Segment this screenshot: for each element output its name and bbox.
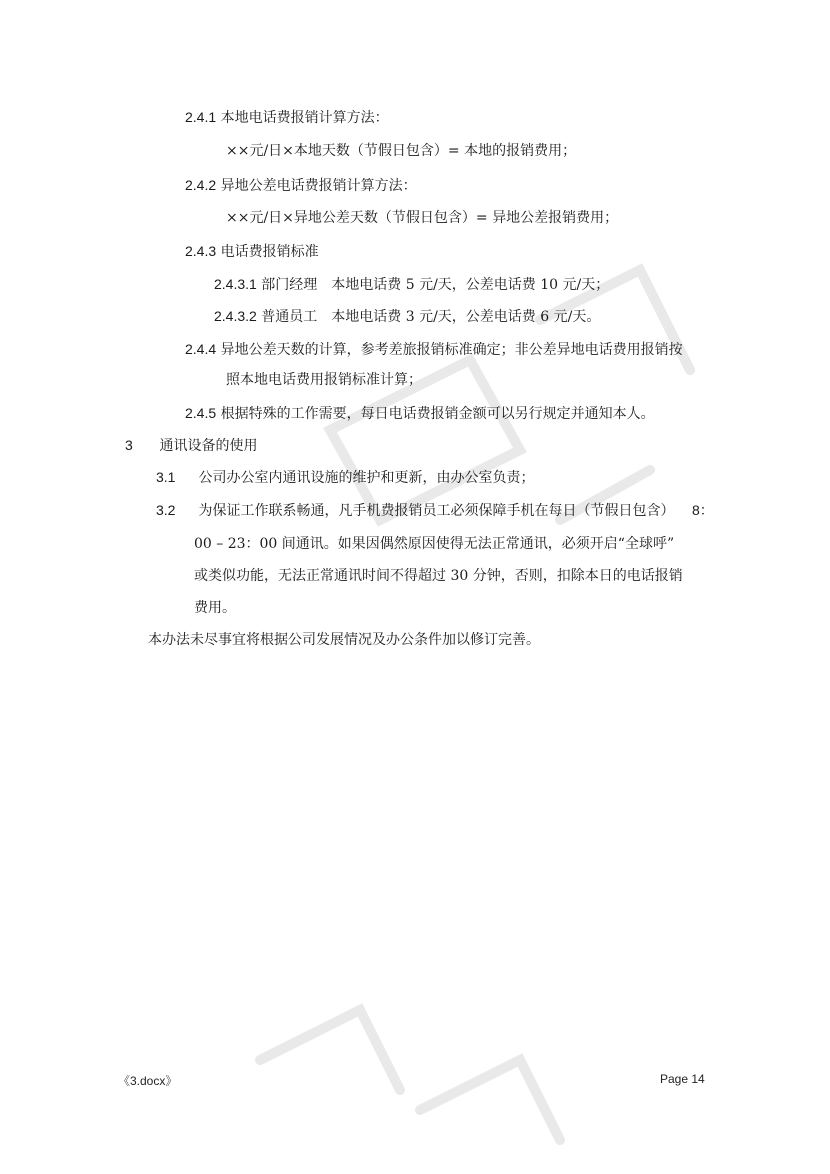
section-2-4-2 bbox=[185, 175, 417, 196]
formula-remote: ××元/日×异地公差天数（节假日包含）= 异地公差报销费用； bbox=[226, 210, 619, 226]
section-3-2 bbox=[156, 500, 674, 521]
section-number: 2.4.1 bbox=[185, 109, 217, 125]
section-number: 2.4.3.2 bbox=[214, 308, 257, 324]
section-2-4-5 bbox=[185, 403, 655, 424]
section-number: 2.4.5 bbox=[185, 405, 217, 421]
footer-page-number: Page 14 bbox=[660, 1072, 705, 1086]
watermark-stroke bbox=[420, 1060, 560, 1140]
section-3-heading bbox=[125, 435, 257, 456]
section-number: 3.1 bbox=[156, 469, 176, 485]
section-3-2-line-3: 或类似功能，无法正常通讯时间不得超过 30 分钟，否则，扣除本日的电话报销 bbox=[194, 568, 683, 584]
section-title: 异地公差电话费报销计算方法： bbox=[220, 178, 417, 194]
section-2-4-3-1 bbox=[214, 274, 609, 295]
section-title: 本地电话费报销计算方法： bbox=[220, 110, 389, 126]
section-number: 3 bbox=[125, 437, 133, 453]
watermark-stroke bbox=[260, 1010, 400, 1090]
section-2-4-4 bbox=[185, 339, 683, 360]
section-3-2-line-4: 费用。 bbox=[194, 600, 236, 616]
formula-local: ××元/日×本地天数（节假日包含）= 本地的报销费用； bbox=[226, 143, 577, 159]
section-title: 通讯设备的使用 bbox=[159, 438, 258, 454]
section-title: 电话费报销标准 bbox=[220, 244, 319, 260]
section-2-4-3 bbox=[185, 241, 319, 262]
section-text: 公司办公室内通讯设施的维护和更新，由办公室负责； bbox=[198, 470, 535, 486]
section-text: 异地公差天数的计算，参考差旅报销标准确定；非公差异地电话费用报销按 bbox=[220, 342, 683, 358]
section-2-4-1 bbox=[185, 107, 389, 128]
section-3-2-line-2: 00 – 23：00 间通讯。如果因偶然原因使得无法正常通讯，必须开启“全球呼” bbox=[194, 536, 675, 552]
section-text: 根据特殊的工作需要，每日电话费报销金额可以另行规定并通知本人。 bbox=[220, 406, 655, 422]
footer-filename: 《3.docx》 bbox=[118, 1074, 178, 1088]
section-3-1 bbox=[156, 467, 534, 488]
section-text: 为保证工作联系畅通，凡手机费报销员工必须保障手机在每日（节假日包含） bbox=[198, 503, 675, 519]
section-2-4-4-continued: 照本地电话费用报销标准计算； bbox=[226, 372, 422, 388]
section-number: 2.4.3 bbox=[185, 243, 217, 259]
section-2-4-3-2 bbox=[214, 306, 600, 327]
section-3-2-time-start: 8： bbox=[692, 502, 714, 518]
section-number: 3.2 bbox=[156, 502, 176, 518]
section-text: 普通员工 本地电话费 3 元/天，公差电话费 6 元/天。 bbox=[261, 309, 601, 325]
section-text: 部门经理 本地电话费 5 元/天，公差电话费 10 元/天； bbox=[261, 277, 610, 293]
section-number: 2.4.2 bbox=[185, 177, 217, 193]
section-number: 2.4.4 bbox=[185, 341, 217, 357]
section-number: 2.4.3.1 bbox=[214, 276, 257, 292]
closing-statement: 本办法未尽事宜将根据公司发展情况及办公条件加以修订完善。 bbox=[148, 632, 540, 648]
